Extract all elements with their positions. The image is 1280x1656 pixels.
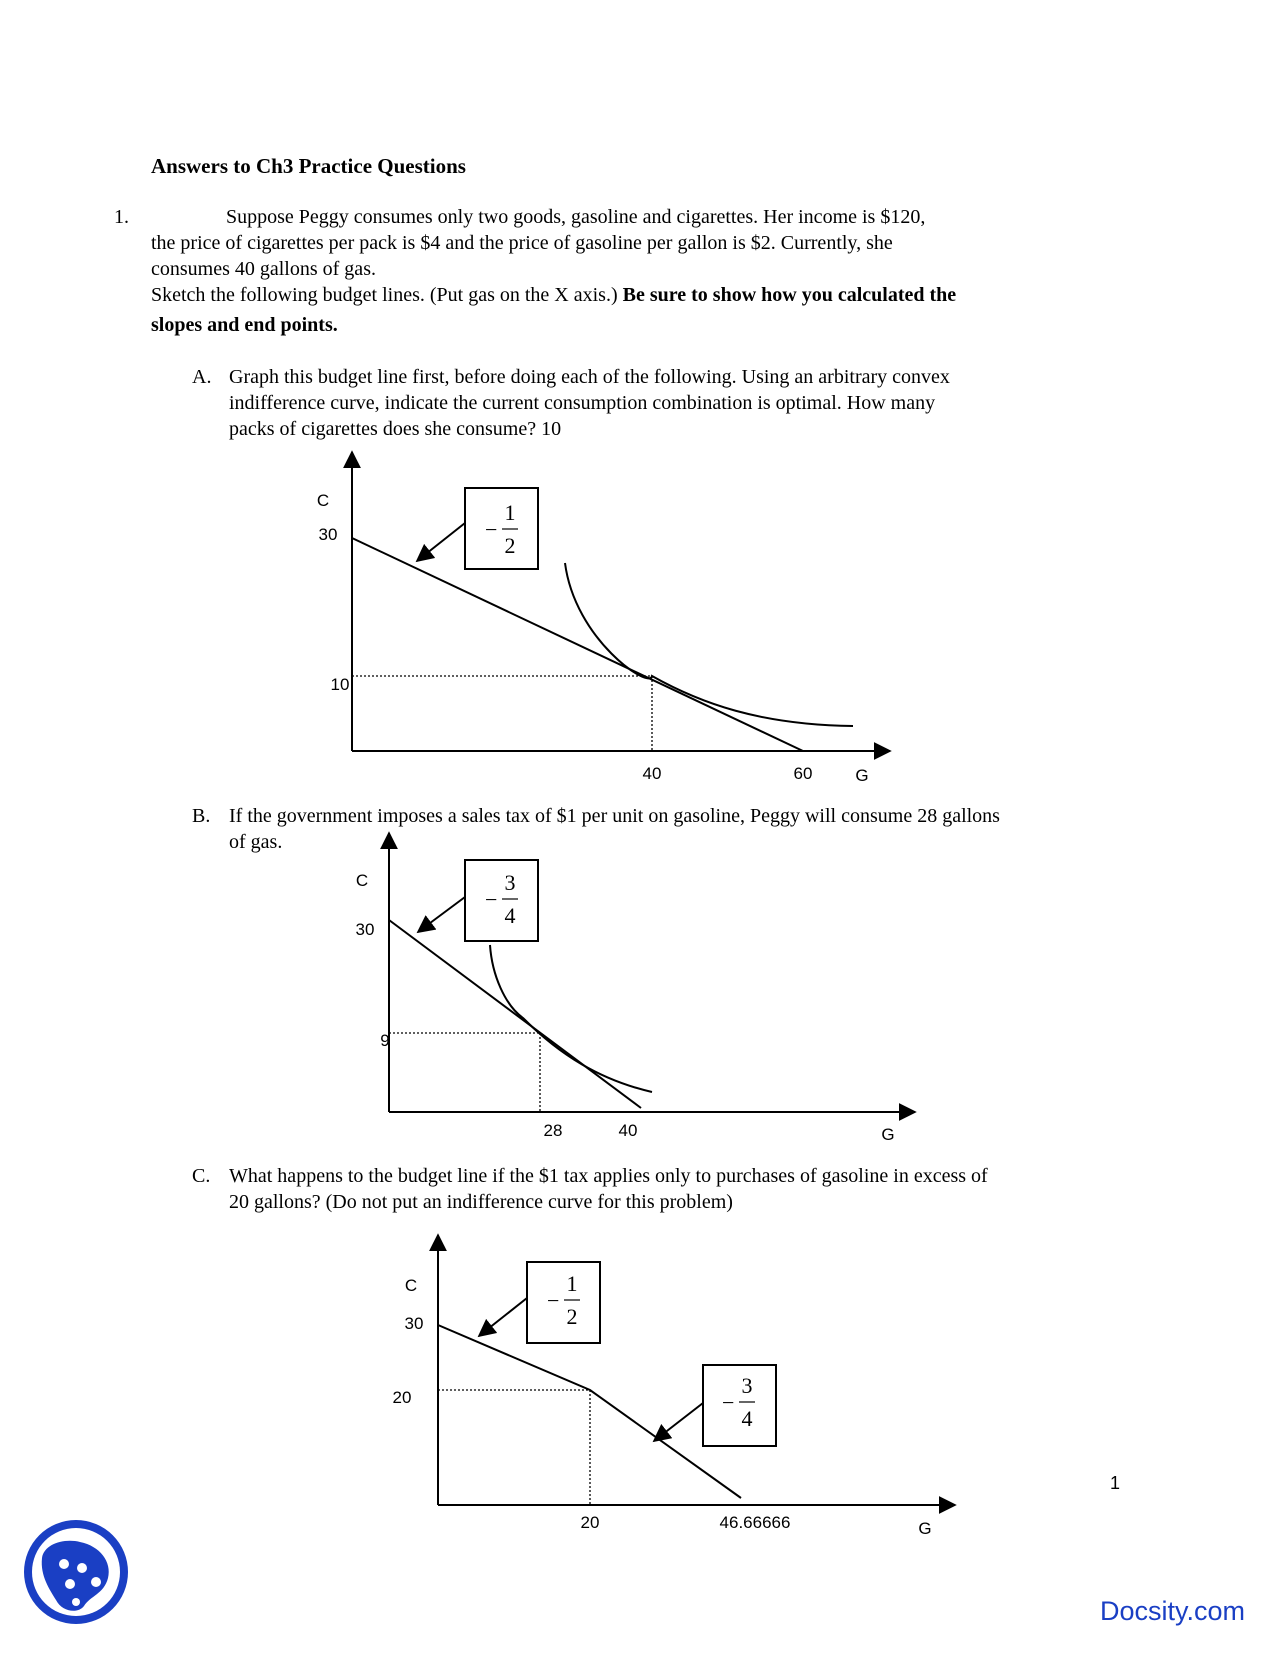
brand-link[interactable]: Docsity.com — [1100, 1596, 1246, 1626]
graph-c-slope-2-den: 4 — [741, 1406, 753, 1431]
graph-c — [0, 1225, 1280, 1545]
part-b-line-2: of gas. — [229, 831, 283, 853]
graph-b-budget-line — [389, 920, 641, 1108]
graph-c-slope-1-sign: − — [547, 1288, 560, 1313]
graph-c-slope-arrow-2 — [654, 1403, 703, 1441]
graph-a-ylabel: C — [316, 491, 330, 510]
graph-a-ytick-30: 30 — [318, 525, 338, 544]
graph-c-ytick-20: 20 — [392, 1388, 412, 1407]
graph-a-xtick-60: 60 — [793, 764, 813, 783]
part-a-line-3: packs of cigarettes does she consume? 10 — [229, 418, 562, 440]
graph-b — [0, 825, 1280, 1155]
graph-c-slope-box-1 — [527, 1262, 600, 1343]
graph-b-ytick-30: 30 — [355, 920, 375, 939]
graph-a-slope-num: 1 — [504, 500, 516, 525]
graph-c-xtick-20: 20 — [580, 1513, 600, 1532]
graph-b-slope-sign: − — [485, 887, 498, 912]
graph-b-slope-box — [465, 860, 538, 941]
graph-c-slope-1-num: 1 — [566, 1271, 578, 1296]
graph-b-slope-arrow — [418, 897, 465, 932]
graph-a-xtick-40: 40 — [642, 764, 662, 783]
page-number: 1 — [1110, 1473, 1121, 1493]
part-c-letter: C. — [192, 1165, 211, 1187]
q1-line-2: the price of cigarettes per pack is $4 and the price of gasoline per gallon is $2. Currently, she — [151, 232, 893, 254]
graph-a-slope-sign: − — [485, 517, 498, 542]
graph-b-xlabel: G — [881, 1125, 895, 1144]
graph-a-xlabel: G — [855, 766, 869, 785]
graph-b-slope-num: 3 — [504, 870, 516, 895]
graph-a-budget-line — [352, 538, 803, 751]
q1-line-4-plain: Sketch the following budget lines. (Put gas on the X axis.) — [151, 284, 623, 306]
q1-line-4 — [151, 282, 956, 308]
part-c-line-1: What happens to the budget line if the $1 tax applies only to purchases of gasoline in excess of — [229, 1165, 988, 1187]
page-title: Answers to Ch3 Practice Questions — [151, 154, 466, 178]
part-c-line-2: 20 gallons? (Do not put an indifference curve for this problem) — [229, 1191, 733, 1213]
part-b-letter: B. — [192, 805, 211, 827]
graph-b-xtick-40: 40 — [618, 1121, 638, 1140]
q1-line-1: Suppose Peggy consumes only two goods, gasoline and cigarettes. Her income is $120, — [226, 206, 926, 228]
graph-c-ylabel: C — [404, 1276, 418, 1295]
graph-c-slope-box-2 — [703, 1365, 776, 1446]
q1-line-5-bold: slopes and end points. — [151, 314, 338, 336]
q1-line-4-bold: Be sure to show how you calculated the — [622, 284, 957, 306]
graph-c-ytick-30: 30 — [404, 1314, 424, 1333]
graph-a-indifference-curve — [565, 563, 853, 726]
part-b-line-1: If the government imposes a sales tax of $1 per unit on gasoline, Peggy will consume 28 gallons — [229, 805, 1000, 827]
graph-c-slope-1-den: 2 — [566, 1304, 578, 1329]
graph-b-indifference-curve — [490, 945, 652, 1092]
graph-b-ytick-9: 9 — [380, 1031, 390, 1050]
graph-a-ytick-10: 10 — [330, 675, 350, 694]
graph-a-slope-arrow — [417, 523, 465, 561]
part-a-line-2: indifference curve, indicate the current consumption combination is optimal. How many — [229, 392, 936, 414]
part-a-letter: A. — [192, 366, 212, 388]
graph-b-slope-den: 4 — [504, 903, 516, 928]
q1-line-3: consumes 40 gallons of gas. — [151, 258, 376, 280]
graph-b-ylabel: C — [355, 871, 369, 890]
docsity-logo-icon — [20, 1516, 132, 1628]
q1-line-5 — [151, 312, 338, 338]
graph-a-slope-den: 2 — [504, 533, 516, 558]
graph-a — [0, 440, 1280, 800]
graph-c-slope-arrow-1 — [479, 1298, 527, 1336]
graph-c-slope-2-sign: − — [722, 1390, 735, 1415]
graph-a-slope-box — [465, 488, 538, 569]
graph-b-xtick-28: 28 — [543, 1121, 563, 1140]
question-number: 1. — [114, 206, 129, 228]
part-a-line-1: Graph this budget line first, before doing each of the following. Using an arbitrary convex — [229, 366, 950, 388]
graph-c-xtick-46: 46.66666 — [719, 1513, 791, 1532]
graph-c-slope-2-num: 3 — [741, 1373, 753, 1398]
graph-c-xlabel: G — [918, 1519, 932, 1538]
